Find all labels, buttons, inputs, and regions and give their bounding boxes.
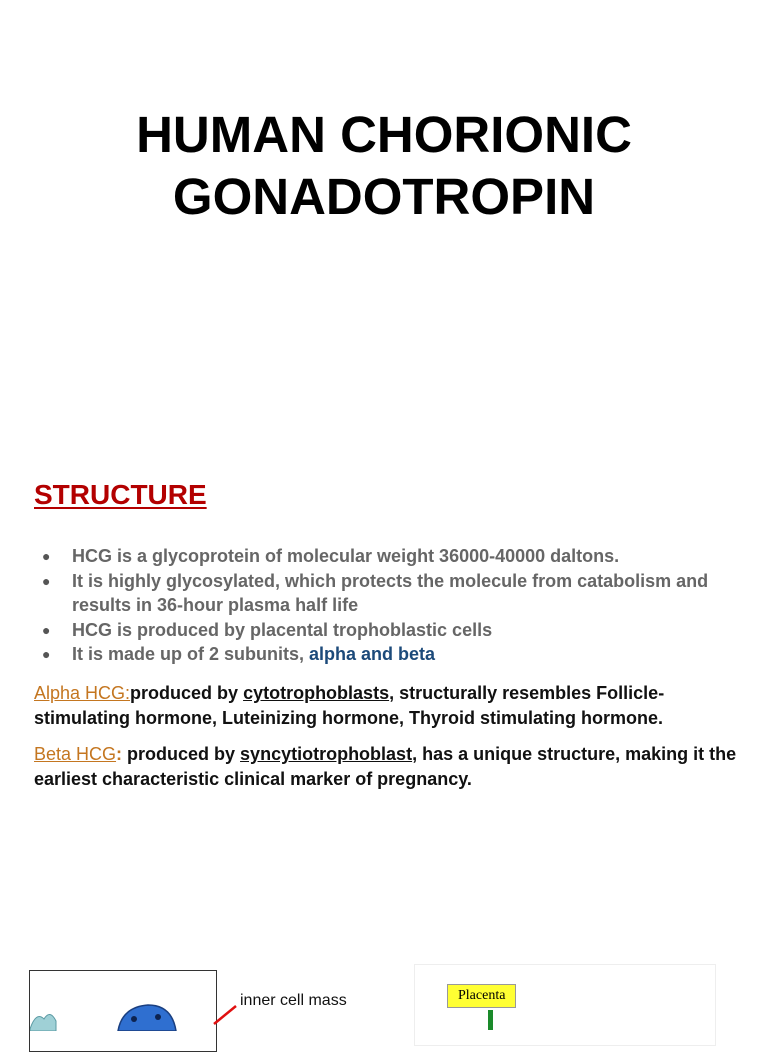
blastocyst-figure (29, 970, 217, 1052)
bullet-item (34, 569, 734, 618)
alpha-post-text: , structurally resembles Follicle-stimulating hormone, Luteinizing hormone, Thyroid stimulating hormone. (34, 683, 665, 728)
structure-heading: STRUCTURE (34, 479, 207, 510)
bullet-dot-icon: ● (42, 621, 51, 638)
bullet-text: HCG is produced by placental trophoblastic cells (72, 619, 493, 640)
beta-pre-text: produced by (122, 744, 241, 764)
bullet-dot-icon: ● (42, 548, 51, 564)
bullet-text: HCG is a glycoprotein of molecular weight 36000-40000 daltons. (72, 546, 620, 566)
alpha-pre-text: produced by (130, 683, 244, 703)
bullet-item (34, 618, 734, 643)
bullet-text: It is highly glycosylated, which protects the molecule from catabolism and results in 36-hour plasma half life (72, 570, 709, 616)
bullet-item (34, 544, 734, 569)
placenta-connector (488, 1010, 493, 1030)
subunits-accent-text: alpha and beta (309, 644, 436, 665)
beta-hcg-paragraph (34, 742, 746, 791)
inner-cell-mass-label: inner cell mass (240, 992, 347, 1009)
beta-cell-term: syncytiotrophoblast (240, 744, 413, 764)
alpha-hcg-label: Alpha HCG: (34, 683, 131, 703)
bullet-dot-icon: ● (42, 572, 51, 589)
beta-hcg-colon: : (116, 744, 123, 764)
title-line-2: GONADOTROPIN (172, 168, 596, 225)
bullet-text: It is made up of 2 subunits, (72, 644, 310, 665)
beta-post-text: , has a unique structure, making it the earliest characteristic clinical marker of pregnancy. (34, 744, 737, 789)
structure-bullet-list (34, 544, 734, 667)
pointer-arrow-icon (212, 1004, 238, 1026)
title-line-1: HUMAN CHORIONIC (136, 106, 632, 163)
document-title (0, 104, 768, 228)
beta-hcg-label: Beta HCG (34, 744, 117, 764)
bullet-item (34, 642, 734, 667)
alpha-hcg-paragraph (34, 681, 746, 730)
placenta-label: Placenta (447, 984, 516, 1008)
blastocyst-illustration-icon (30, 971, 216, 1031)
alpha-cell-term: cytotrophoblasts (243, 683, 390, 703)
bullet-dot-icon: ● (42, 646, 51, 663)
